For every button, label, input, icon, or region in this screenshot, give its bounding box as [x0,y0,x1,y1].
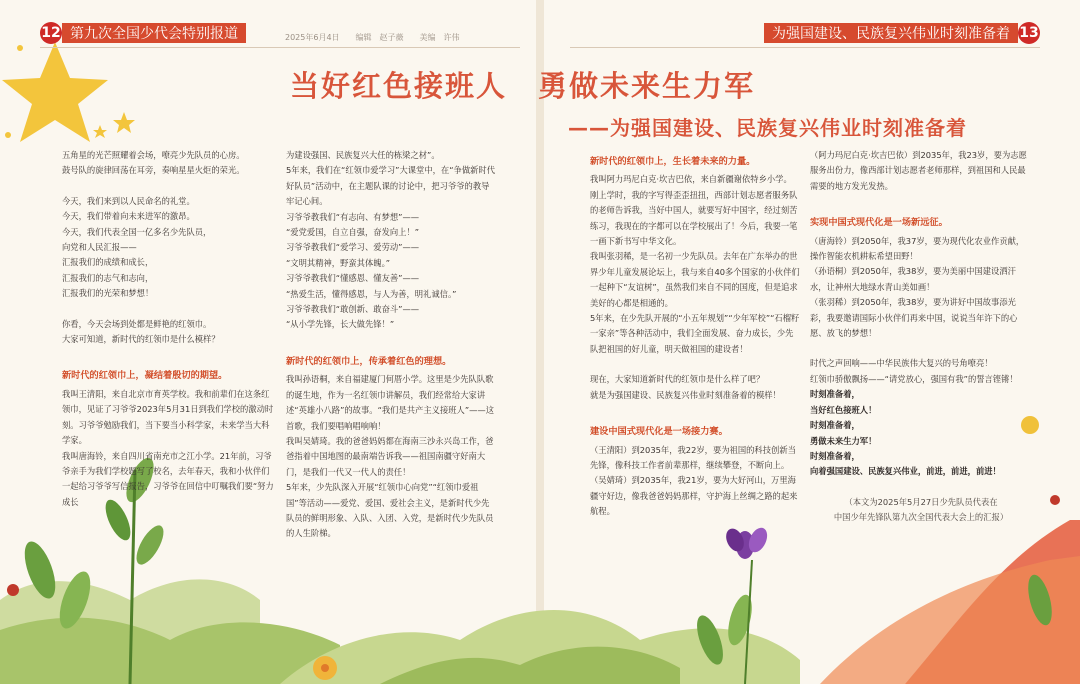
paragraph: 勇做未来生力军！ [810,435,877,446]
page-number-right: 13 [1018,22,1040,44]
paragraph: 5年来，少先队深入开展“红领巾心向党”“红领巾爱祖国”等活动——爱党、爱国、爱社会主义，是新时代少先队员的鲜明形象、入队、入团、入党，是新时代少先队员的人生阶梯。 [286,482,494,539]
paragraph: 5年来，在少先队开展的“小五年规划”“少年军校”“石榴籽一家亲”等各种活动中，我们全面发展、奋力成长，少先队把祖国的好儿童，明天做祖国的建设者！ [590,313,800,354]
text-column-3 [590,148,800,520]
section-heading: 新时代的红领巾上，凝结着殷切的期望。 [62,370,228,382]
paragraph-spacer [590,357,800,372]
paragraph: 汇报我们的光荣和梦想！ [62,288,154,299]
paragraph: 我叫阿力玛尼白克·坎吉巴依，来自新疆谢依特乡小学。刚上学时，我的字写得歪歪扭扭，西部计划志愿者服务队的老师告诉我，当好中国人，就要写好中国字，经过刻苦练习，我现在的字都可以在学校展出了！今后，我要一笔一画下新书写中华文化。 [590,174,798,247]
text-column-1 [62,148,274,510]
paragraph: 时刻准备着， [810,420,860,431]
section-heading: 新时代的红领巾上，生长着未来的力量。 [590,156,756,167]
page-number-left: 12 [40,22,62,44]
paragraph: 汇报我们的志气和志向， [62,272,154,283]
paragraph: 大家可知道，新时代的红领巾是什么模样？ [62,334,220,345]
article-subtitle: ——为强国建设、民族复兴伟业时刻准备着 [568,116,967,140]
paragraph: 习爷爷教我们“敢创新、敢奋斗”—— [286,304,420,315]
text-column-2 [286,148,496,542]
paragraph: 当好红色接班人！ [810,404,877,415]
section-heading: 新时代的红领巾上，传承着红色的理想。 [286,355,452,367]
flower-icon [723,525,771,559]
right-page-header [764,22,1040,44]
paragraph: 今天，我们带着向未来进军的激昂。 [62,211,195,222]
header-rule-left [40,47,520,48]
paragraph: （唐海铃）到2050年，我37岁，要为现代化农业作贡献，操作智能农机耕耘希望田野！ [810,235,1025,262]
paragraph: 现在，大家知道新时代的红领巾是什么样了吧？ [590,374,765,385]
paragraph: （王清阳）到2035年，我22岁，要为祖国的科技创新当先锋，像科技工作者前辈那样，继续攀登，不断向上。 [590,444,796,470]
paragraph: 你看，今天会场到处都是鲜艳的红领巾。 [62,318,212,329]
paragraph: 鼓号队的旋律回荡在耳旁，奏响星星火炬的荣光。 [62,165,245,176]
paragraph-spacer [62,302,274,317]
header-rule-right [570,47,1040,48]
paragraph: 我叫王清阳，来自北京市育英学校。我和前辈们在这条红领巾，见证了习爷爷2023年5月31日到我们学校的激动时刻。习爷爷勉励我们，当下要当小科学家，未来学当大科学家。 [62,388,274,446]
section-title-right: 为强国建设、民族复兴伟业时刻准备着 [764,23,1018,43]
paragraph: 就是为强国建设、民族复兴伟业时刻准备着的模样！ [590,389,781,400]
paragraph: 时代之声回响——中华民族伟大复兴的号角嘹亮！ [810,358,993,369]
paragraph: （吴婧琦）到2035年，我21岁，要为大好河山，万里海疆守好边，像我爸爸妈妈那样，守护海上丝绸之路的起来航程。 [590,475,798,517]
paragraph-spacer [810,480,1032,495]
paragraph: （孙语桐）到2050年，我38岁，要为美丽中国建设洒汗水，让神州大地绿水青山美如画！ [810,266,1016,292]
paragraph: （张羽稀）到2050年，我38岁，要为讲好中国故事添光彩，我要邀请国际小伙伴们再来中国，说说当年许下的心愿、放飞的梦想！ [810,297,1018,339]
source-note: 中国少年先锋队第九次全国代表大会上的汇报） [833,512,1009,523]
paragraph: 我叫唐海铃，来自四川省南充市之江小学。21年前，习爷爷亲手为我们学校题写了校名，去年春天，我和小伙伴们一起给习爷爷写信报告，习爷爷在回信中叮嘱我们要“努力成长 [62,450,274,507]
star-icon [2,42,108,142]
left-page-header [40,22,246,44]
paragraph-spacer [590,403,800,418]
paragraph: 向着强国建设、民族复兴伟业，前进，前进，前进！ [810,466,1001,477]
paragraph: 我叫孙语桐，来自福建厦门何厝小学。这里是少先队队歌的诞生地，作为一名红领巾讲解员，我们经常给大家讲述“英雄小八路”的故事。“我们是共产主义接班人”——这首歌，我们要唱响唱响响！ [286,374,495,431]
paragraph-spacer [286,333,496,348]
paragraph: “热爱生活，懂得感恩，与人为善，明礼诚信。” [286,288,457,299]
article-title: 当好红色接班人 勇做未来生力军 [290,69,756,103]
paragraph-spacer [810,341,1032,356]
section-heading: 实现中国式现代化是一场新远征。 [810,217,948,229]
section-heading: 建设中国式现代化是一场接力赛。 [590,426,728,438]
paragraph: 今天，我们代表全国一亿多名少先队员， [62,226,212,237]
text-column-4 [810,148,1032,526]
paragraph: 时刻准备着， [810,389,860,400]
section-title-left: 第九次全国少代会特别报道 [62,23,246,43]
paragraph: 五角星的光芒照耀着会场，嘹亮少先队员的心房。 [62,150,245,160]
paragraph: 为建设强国、民族复兴大任的栋梁之材”。 [286,150,440,160]
paragraph: 红领巾骄傲飘扬——“请党放心，强国有我”的誓言铿锵！ [810,373,1018,384]
paragraph: “爱党爱国，自立自强，奋发向上！” [286,227,420,238]
paragraph: 习爷爷教我们“有志向、有梦想”—— [286,211,420,222]
paragraph: 我叫张羽稀，是一名初一少先队员。去年在广东举办的世界少年儿童发展论坛上，我与来自40多个国家的小伙伴们一起种下“友谊树”，虽然我们来自不同的国度，但是追求美好的心都是相通的。 [590,251,800,308]
paragraph-spacer [62,347,274,362]
issue-meta: 2025年6月4日 编辑 赵子薇 美编 许伟 [285,33,460,42]
source-note: （本文为2025年5月27日少先队员代表在 [844,496,998,507]
paragraph: 习爷爷教我们“爱学习、爱劳动”—— [286,242,420,253]
paragraph: 汇报我们的成绩和成长， [62,257,154,268]
paragraph: 5年来，我们在“红领巾爱学习”大课堂中，在“争做新时代好队员”活动中，在主题队课的讨论中，把习爷爷的教导牢记心间。 [286,165,496,207]
paragraph: 习爷爷教我们“懂感恩、懂友善”—— [286,273,420,284]
paragraph: 时刻准备着， [810,450,860,461]
paragraph-spacer [62,179,274,194]
paragraph: 我叫吴婧琦。我的爸爸妈妈都在海南三沙永兴岛工作，爸爸指着中国地图的最南端告诉我——祖国南疆守好南大门，是我们一代又一代人的责任！ [286,435,494,477]
paragraph: “从小学先锋，长大做先锋！” [286,319,395,330]
paragraph: 今天，我们来到以人民命名的礼堂。 [62,195,195,206]
paragraph: “文明其精神，野蛮其体魄。” [286,257,391,268]
paragraph: 向党和人民汇报—— [62,242,137,253]
paragraph: （阿力玛尼白克·坎吉巴依）到2035年，我23岁，要为志愿服务出份力，像西部计划志愿者老师那样，到祖国和人民最需要的地方发光发热。 [810,150,1027,191]
paragraph-spacer [810,194,1032,209]
